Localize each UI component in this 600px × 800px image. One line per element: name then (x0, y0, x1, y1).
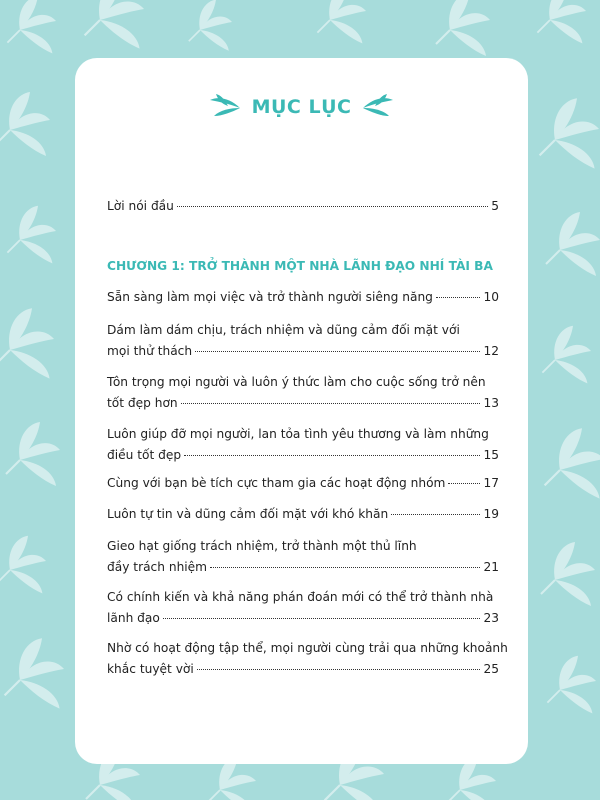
toc-entry-label-cont: đầy trách nhiệm (107, 560, 208, 574)
toc-card (75, 58, 528, 764)
toc-entry[interactable] (107, 638, 508, 680)
toc-entry-page: 13 (483, 396, 499, 410)
toc-entry[interactable] (107, 287, 499, 308)
toc-entry-label: Cùng với bạn bè tích cực tham gia các hoạt động nhóm (107, 476, 446, 490)
dot-leader (391, 514, 480, 515)
toc-entry-page: 10 (483, 290, 499, 304)
toc-entry-label: Tôn trọng mọi người và luôn ý thức làm cho cuộc sống trở nên (107, 375, 486, 389)
toc-entry-label: Luôn tự tin và dũng cảm đối mặt với khó khăn (107, 507, 389, 521)
chapter-heading: CHƯƠNG 1: TRỞ THÀNH MỘT NHÀ LÃNH ĐẠO NHÍ TÀI BA (107, 259, 493, 273)
dot-leader (181, 403, 481, 404)
toc-entry-label: Có chính kiến và khả năng phán đoán mới có thể trở thành nhà (107, 590, 494, 604)
dot-leader (197, 669, 481, 670)
toc-entry-page: 15 (483, 448, 499, 462)
toc-entry-page: 12 (483, 344, 499, 358)
dot-leader (177, 206, 488, 207)
right-leaf-ornament-icon (361, 94, 395, 120)
toc-entry[interactable] (107, 372, 499, 414)
dot-leader (163, 618, 481, 619)
toc-entry[interactable] (107, 536, 499, 578)
toc-entry[interactable] (107, 320, 499, 362)
toc-entry[interactable] (107, 587, 499, 629)
toc-entry-label-cont: mọi thử thách (107, 344, 193, 358)
toc-entry-label-cont: lãnh đạo (107, 611, 160, 625)
toc-entry-page: 25 (483, 662, 499, 676)
toc-header (75, 94, 528, 120)
toc-entry[interactable] (107, 504, 499, 525)
toc-entry-page: 23 (483, 611, 499, 625)
dot-leader (448, 483, 480, 484)
toc-entry-label: Lời nói đầu (107, 199, 174, 213)
toc-entry-page: 5 (491, 199, 499, 213)
toc-entry[interactable] (107, 473, 499, 494)
dot-leader (184, 455, 480, 456)
toc-entry-preface[interactable] (107, 196, 499, 217)
dot-leader (195, 351, 480, 352)
left-leaf-ornament-icon (208, 94, 242, 120)
toc-entry-label: Nhờ có hoạt động tập thể, mọi người cùng trải qua những khoảnh (107, 641, 508, 655)
toc-entry-label: Luôn giúp đỡ mọi người, lan tỏa tình yêu thương và làm những (107, 427, 489, 441)
toc-entry-label-cont: khắc tuyệt vời (107, 662, 194, 676)
toc-entry-label: Gieo hạt giống trách nhiệm, trở thành một thủ lĩnh (107, 539, 417, 553)
toc-entry-label-cont: điều tốt đẹp (107, 448, 182, 462)
page-title: MỤC LỤC (251, 96, 352, 118)
toc-entry-page: 21 (483, 560, 499, 574)
toc-entry-label: Sẵn sàng làm mọi việc và trở thành người siêng năng (107, 290, 433, 304)
dot-leader (210, 567, 480, 568)
toc-entry-page: 19 (483, 507, 499, 521)
toc-entry-label: Dám làm dám chịu, trách nhiệm và dũng cảm đối mặt với (107, 323, 460, 337)
toc-entry-label-cont: tốt đẹp hơn (107, 396, 178, 410)
dot-leader (436, 297, 481, 298)
toc-entry-page: 17 (483, 476, 499, 490)
toc-entry[interactable] (107, 424, 499, 466)
